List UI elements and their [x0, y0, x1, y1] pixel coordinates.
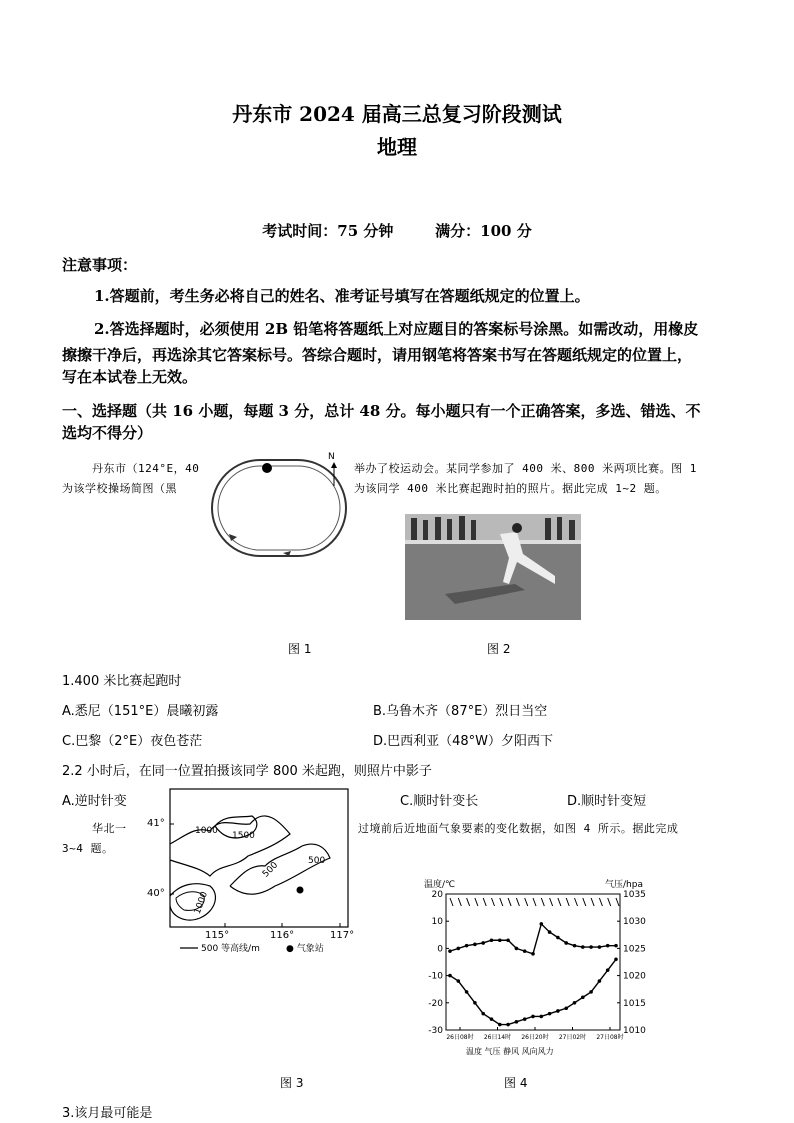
temperature-point: [548, 930, 552, 934]
wind-barb-icon: [475, 898, 478, 906]
pressure-point: [573, 1001, 577, 1005]
wind-barb-icon: [550, 898, 553, 906]
x-tick-label: 26日14时: [483, 1034, 512, 1041]
wind-barb-icon: [516, 898, 519, 906]
weather-station-marker: [297, 887, 304, 894]
exam-title: 丹东市 2024 届高三总复习阶段测试: [232, 102, 562, 126]
lat-40-label: 40°: [147, 888, 165, 899]
pressure-point: [564, 1006, 568, 1010]
contour-label-500-b: 500: [308, 856, 326, 866]
exam-info: 考试时间：75 分钟 满分：100 分: [262, 222, 532, 240]
lon-116-label: 116°: [270, 930, 295, 941]
legend-contour: 500 等高线/m: [201, 944, 260, 954]
figure-2-photo: [405, 514, 581, 620]
temperature-point: [515, 947, 519, 951]
wind-barb-icon: [616, 898, 619, 906]
chart-legend: 温度 气压 静风 风向风力: [466, 1047, 554, 1056]
x-tick-label: 26日08时: [446, 1034, 474, 1041]
wind-barb-icon: [558, 898, 561, 906]
figure-3-caption: 图 3: [280, 1076, 304, 1090]
plot-frame: [446, 894, 620, 1030]
pressure-point: [540, 1015, 544, 1019]
intro12-line1-b: 举办了校运动会。某同学参加了 400 米、800 米两项比赛。图 1: [354, 462, 697, 475]
wind-barb-icon: [450, 898, 453, 906]
temperature-point: [473, 943, 477, 947]
lat-41-label: 41°: [147, 818, 165, 829]
x-tick-label: 27日02时: [558, 1034, 587, 1041]
temperature-point: [457, 947, 461, 951]
temperature-point: [556, 936, 560, 940]
subject-title: 地理: [377, 135, 417, 159]
section1-line2: 选均不得分）: [62, 424, 153, 442]
question-1-option-a: A.悉尼（151°E）晨曦初露: [62, 704, 219, 719]
pressure-point: [598, 979, 602, 983]
x-tick-label: 27日08时: [596, 1034, 624, 1041]
question-1-option-b: B.乌鲁木齐（87°E）烈日当空: [373, 704, 548, 719]
pressure-point: [606, 968, 610, 972]
pressure-point: [515, 1020, 519, 1024]
figure-4-caption: 图 4: [504, 1076, 528, 1090]
note-item-2-line3: 写在本试卷上无效。: [62, 368, 198, 386]
right-tick-label: 1015: [623, 998, 646, 1009]
question-3-stem: 3.该月最可能是: [62, 1106, 153, 1121]
temperature-point: [598, 945, 602, 949]
pressure-point: [531, 1015, 535, 1019]
notes-heading: 注意事项：: [62, 256, 138, 274]
question-2-option-c: C.顺时针变长: [400, 794, 479, 809]
left-tick-label: 10: [431, 917, 443, 928]
contour-label-1500: 1500: [232, 831, 255, 841]
north-arrow-icon: [330, 462, 338, 488]
left-tick-label: -20: [428, 998, 443, 1009]
left-tick-label: -10: [428, 971, 443, 982]
note-item-1: 1.答题前，考生务必将自己的姓名、准考证号填写在答题纸规定的位置上。: [94, 287, 590, 305]
pressure-point: [614, 957, 618, 961]
temperature-point: [498, 938, 502, 942]
intro12-line1-a: 丹东市（124°E，40: [92, 462, 200, 475]
wind-barb-icon: [608, 898, 611, 906]
left-tick-label: -30: [428, 1026, 443, 1036]
temperature-point: [481, 941, 485, 945]
temperature-point: [465, 944, 469, 948]
intro12-line2-b: 为该同学 400 米比赛起跑时拍的照片。据此完成 1~2 题。: [354, 482, 667, 495]
temperature-point: [589, 945, 593, 949]
temperature-point: [614, 944, 618, 948]
wind-barb-icon: [541, 898, 544, 906]
question-2-option-a: A.逆时针变: [62, 794, 127, 809]
pressure-point: [589, 990, 593, 994]
x-tick-label: 26日20时: [521, 1034, 549, 1041]
figure-2-caption: 图 2: [487, 642, 511, 656]
temperature-point: [448, 949, 452, 953]
temperature-line: [450, 924, 616, 954]
right-tick-label: 1020: [623, 971, 646, 982]
right-tick-label: 1030: [623, 917, 646, 928]
pressure-point: [523, 1017, 527, 1021]
temperature-point: [506, 938, 510, 942]
wind-barb-icon: [467, 898, 470, 906]
figure-3-contour-map: [140, 786, 360, 956]
temperature-point: [573, 944, 577, 948]
wind-barb-icon: [508, 898, 511, 906]
chart-right-axis-title: 气压/hpa: [605, 880, 643, 890]
wind-barb-icon: [533, 898, 536, 906]
wind-barb-icon: [575, 898, 578, 906]
figure-1-caption: 图 1: [288, 642, 312, 656]
wind-barb-icon: [483, 898, 486, 906]
pressure-point: [465, 990, 469, 994]
left-tick-label: 0: [437, 944, 443, 955]
temperature-point: [531, 952, 535, 956]
pressure-point: [506, 1023, 510, 1027]
right-tick-label: 1035: [623, 890, 646, 900]
wind-barb-icon: [583, 898, 586, 906]
pressure-point: [490, 1017, 494, 1021]
contour-label-500-a: 500: [260, 860, 281, 880]
pressure-point: [457, 979, 461, 983]
note-item-2-line1: 2.答选择题时，必须使用 2B 铅笔将答题纸上对应题目的答案标号涂黑。如需改动，用橡皮: [94, 320, 699, 338]
left-tick-label: 20: [431, 890, 443, 900]
temperature-point: [490, 938, 494, 942]
pressure-point: [556, 1009, 560, 1013]
wind-barb-icon: [599, 898, 602, 906]
pressure-point: [448, 974, 452, 978]
temperature-point: [564, 941, 568, 945]
question-2-option-d: D.顺时针变短: [567, 794, 647, 809]
pressure-point: [498, 1023, 502, 1027]
question-2-stem: 2.2 小时后，在同一位置拍摄该同学 800 米起跑，则照片中影子: [62, 764, 432, 779]
wind-barb-icon: [500, 898, 503, 906]
temperature-point: [540, 922, 544, 926]
question-1-option-d: D.巴西利亚（48°W）夕阳西下: [373, 734, 554, 749]
intro12-line2-a: 为该学校操场简图（黑: [62, 482, 177, 495]
wind-barb-icon: [458, 898, 461, 906]
note-item-2-line2: 擦擦干净后，再选涂其它答案标号。答综合题时，请用钢笔将答案书写在答题纸规定的位置上，: [62, 346, 693, 364]
temperature-point: [606, 944, 610, 948]
pressure-point: [548, 1012, 552, 1016]
figure-4-weather-chart: [420, 886, 650, 1061]
pressure-point: [473, 1001, 477, 1005]
wind-barb-icon: [492, 898, 495, 906]
right-tick-label: 1010: [623, 1026, 646, 1036]
intro34-line2: 3~4 题。: [62, 842, 114, 855]
pressure-point: [581, 996, 585, 1000]
question-1-stem: 1.400 米比赛起跑时: [62, 674, 182, 689]
temperature-point: [523, 949, 527, 953]
start-point-marker: [262, 463, 272, 473]
question-1-option-c: C.巴黎（2°E）夜色苍茫: [62, 734, 203, 749]
intro34-line1-a: 华北一: [92, 822, 127, 835]
wind-barb-icon: [591, 898, 594, 906]
contour-label-1000-south: 1000: [192, 890, 211, 916]
lon-115-label: 115°: [205, 930, 230, 941]
wind-barb-icon: [566, 898, 569, 906]
lon-117-label: 117°: [330, 930, 355, 941]
pressure-point: [481, 1012, 485, 1016]
wind-barb-icon: [525, 898, 528, 906]
chart-left-axis-title: 温度/℃: [424, 880, 456, 890]
contour-label-1000: 1000: [195, 826, 218, 836]
temperature-point: [581, 945, 585, 949]
section1-line1: 一、选择题（共 16 小题，每题 3 分，总计 48 分。每小题只有一个正确答案，多选、错选、不: [62, 402, 701, 420]
right-tick-label: 1025: [623, 944, 646, 955]
north-label: N: [328, 452, 335, 462]
legend-station: ● 气象站: [286, 944, 324, 954]
track-outer: [212, 460, 346, 556]
intro34-line1-b: 过境前后近地面气象要素的变化数据，如图 4 所示。据此完成: [358, 822, 679, 835]
